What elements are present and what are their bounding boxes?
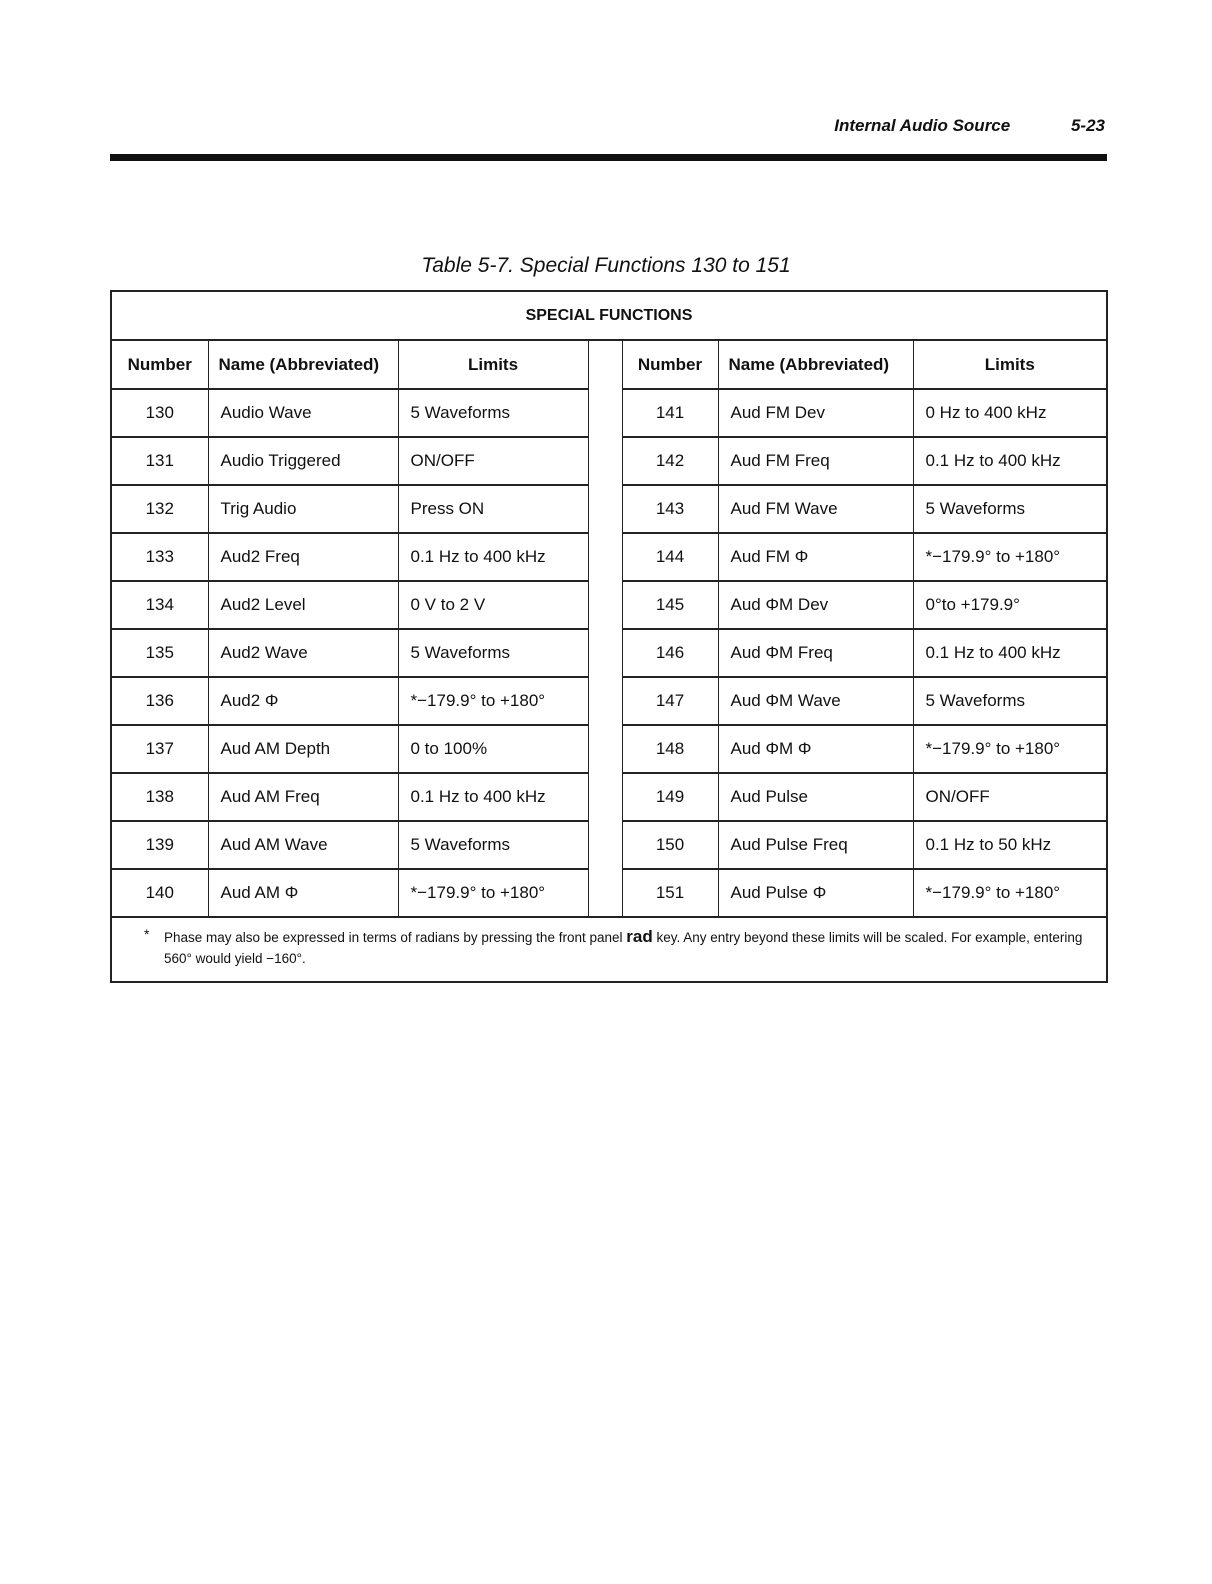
- function-name: Aud AM Φ: [208, 869, 398, 917]
- table-row: [112, 629, 1106, 677]
- table-row: [112, 677, 1106, 725]
- function-number: 151: [622, 869, 718, 917]
- function-name: Aud2 Level: [208, 581, 398, 629]
- function-limits: ON/OFF: [398, 437, 588, 485]
- function-number: 138: [112, 773, 208, 821]
- function-limits: 5 Waveforms: [913, 677, 1106, 725]
- table-title: SPECIAL FUNCTIONS: [112, 292, 1106, 341]
- function-limits: 5 Waveforms: [398, 821, 588, 869]
- function-name: Audio Triggered: [208, 437, 398, 485]
- column-gap: [588, 389, 622, 437]
- special-functions-table: [110, 290, 1108, 983]
- function-number: 140: [112, 869, 208, 917]
- function-name: Aud2 Freq: [208, 533, 398, 581]
- table-footnote: [112, 918, 1106, 981]
- function-name: Aud FM Dev: [718, 389, 913, 437]
- function-limits: 0.1 Hz to 400 kHz: [913, 437, 1106, 485]
- function-number: 146: [622, 629, 718, 677]
- function-name: Aud2 Wave: [208, 629, 398, 677]
- table-row: [112, 485, 1106, 533]
- function-name: Trig Audio: [208, 485, 398, 533]
- function-limits: 0 to 100%: [398, 725, 588, 773]
- table-row: [112, 389, 1106, 437]
- table-row: [112, 533, 1106, 581]
- function-limits: 0.1 Hz to 50 kHz: [913, 821, 1106, 869]
- table-row: [112, 725, 1106, 773]
- footnote-marker: *: [144, 926, 150, 942]
- function-limits: Press ON: [398, 485, 588, 533]
- function-limits: *−179.9° to +180°: [913, 869, 1106, 917]
- column-gap: [588, 773, 622, 821]
- col-header-limits: Limits: [913, 341, 1106, 389]
- function-limits: 0.1 Hz to 400 kHz: [398, 773, 588, 821]
- function-number: 149: [622, 773, 718, 821]
- section-title: Internal Audio Source: [834, 116, 1011, 135]
- function-limits: ON/OFF: [913, 773, 1106, 821]
- function-number: 136: [112, 677, 208, 725]
- function-number: 134: [112, 581, 208, 629]
- column-gap: [588, 341, 622, 389]
- function-name: Aud AM Freq: [208, 773, 398, 821]
- column-gap: [588, 725, 622, 773]
- function-number: 150: [622, 821, 718, 869]
- column-gap: [588, 677, 622, 725]
- column-gap: [588, 869, 622, 917]
- running-header: [834, 116, 1105, 136]
- function-name: Aud2 Φ: [208, 677, 398, 725]
- function-number: 143: [622, 485, 718, 533]
- function-limits: 0.1 Hz to 400 kHz: [398, 533, 588, 581]
- function-number: 147: [622, 677, 718, 725]
- function-name: Aud Pulse Φ: [718, 869, 913, 917]
- table-row: [112, 581, 1106, 629]
- table-row: [112, 773, 1106, 821]
- function-name: Aud ΦM Φ: [718, 725, 913, 773]
- rad-key-label: rad: [626, 927, 653, 946]
- function-name: Aud AM Wave: [208, 821, 398, 869]
- col-header-name: Name (Abbreviated): [208, 341, 398, 389]
- function-limits: 0.1 Hz to 400 kHz: [913, 629, 1106, 677]
- col-header-number: Number: [112, 341, 208, 389]
- column-gap: [588, 821, 622, 869]
- function-limits: 5 Waveforms: [913, 485, 1106, 533]
- function-limits: 5 Waveforms: [398, 389, 588, 437]
- column-gap: [588, 485, 622, 533]
- function-limits: 0°to +179.9°: [913, 581, 1106, 629]
- function-limits: *−179.9° to +180°: [398, 869, 588, 917]
- function-number: 135: [112, 629, 208, 677]
- function-limits: 0 Hz to 400 kHz: [913, 389, 1106, 437]
- function-limits: *−179.9° to +180°: [913, 533, 1106, 581]
- function-number: 133: [112, 533, 208, 581]
- function-number: 131: [112, 437, 208, 485]
- function-name: Aud AM Depth: [208, 725, 398, 773]
- table-row: [112, 869, 1106, 917]
- function-name: Audio Wave: [208, 389, 398, 437]
- function-number: 139: [112, 821, 208, 869]
- function-name: Aud FM Φ: [718, 533, 913, 581]
- function-limits: 5 Waveforms: [398, 629, 588, 677]
- function-name: Aud FM Freq: [718, 437, 913, 485]
- column-gap: [588, 533, 622, 581]
- col-header-number: Number: [622, 341, 718, 389]
- function-number: 132: [112, 485, 208, 533]
- function-limits: *−179.9° to +180°: [913, 725, 1106, 773]
- column-gap: [588, 629, 622, 677]
- col-header-limits: Limits: [398, 341, 588, 389]
- function-limits: 0 V to 2 V: [398, 581, 588, 629]
- col-header-name: Name (Abbreviated): [718, 341, 913, 389]
- function-number: 145: [622, 581, 718, 629]
- function-name: Aud Pulse Freq: [718, 821, 913, 869]
- function-name: Aud Pulse: [718, 773, 913, 821]
- function-name: Aud ΦM Wave: [718, 677, 913, 725]
- column-gap: [588, 437, 622, 485]
- footnote-text-after: key. Any entry beyond these limits will be scaled. For example, entering 560° would yield −160°.: [164, 930, 1083, 966]
- function-number: 142: [622, 437, 718, 485]
- functions-grid: [112, 341, 1106, 918]
- header-row: [112, 341, 1106, 389]
- function-name: Aud FM Wave: [718, 485, 913, 533]
- function-name: Aud ΦM Dev: [718, 581, 913, 629]
- function-name: Aud ΦM Freq: [718, 629, 913, 677]
- table-row: [112, 821, 1106, 869]
- table-row: [112, 437, 1106, 485]
- column-gap: [588, 581, 622, 629]
- page-number: 5-23: [1070, 116, 1105, 135]
- function-limits: *−179.9° to +180°: [398, 677, 588, 725]
- function-number: 144: [622, 533, 718, 581]
- header-rule: [110, 154, 1107, 161]
- footnote-text-before: Phase may also be expressed in terms of radians by pressing the front panel: [164, 930, 627, 945]
- function-number: 148: [622, 725, 718, 773]
- function-number: 141: [622, 389, 718, 437]
- function-number: 137: [112, 725, 208, 773]
- function-number: 130: [112, 389, 208, 437]
- table-caption: Table 5-7. Special Functions 130 to 151: [421, 254, 791, 277]
